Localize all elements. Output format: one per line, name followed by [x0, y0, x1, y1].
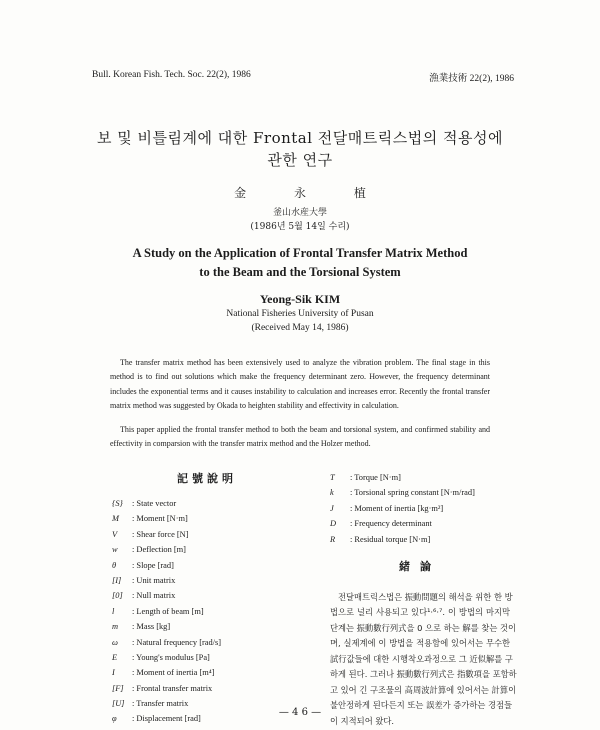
english-affiliation: National Fisheries University of Pusan — [226, 309, 374, 319]
nomenclature-description: : Young's modulus [Pa] — [132, 652, 210, 662]
abstract-paragraph-2 — [110, 423, 490, 452]
nomenclature-description: : Displacement [rad] — [132, 714, 201, 724]
nomenclature-symbol: J — [330, 503, 334, 513]
nomenclature-symbol: [0] — [112, 591, 123, 601]
nomenclature-entry — [112, 684, 302, 699]
nomenclature-entry — [112, 530, 302, 545]
right-column — [330, 473, 517, 730]
nomenclature-entry — [112, 561, 302, 576]
nomenclature-symbol: [F] — [112, 683, 124, 693]
abstract-text: This paper applied the frontal transfer method to both the beam and torsional system, and confirmed stability and effectivity in comparsion with the transfer matrix method and the Holzer method. — [110, 425, 490, 449]
nomenclature-entry — [330, 519, 510, 534]
nomenclature-symbol: E — [112, 652, 118, 662]
introduction-line: 전달매트릭스법은 振動問題의 해석을 위한 한 방 — [338, 591, 513, 602]
nomenclature-entry — [112, 622, 302, 637]
nomenclature-description: : Frontal transfer matrix — [132, 683, 213, 693]
nomenclature-description: : Moment [N·m] — [132, 514, 188, 524]
nomenclature-entry — [112, 607, 302, 622]
english-author: Yeong-Sik KIM — [259, 292, 341, 306]
nomenclature-description: : State vector — [132, 499, 177, 508]
nomenclature-description: : Torsional spring constant [N·m/rad] — [350, 488, 475, 498]
journal-citation-left: Bull. Korean Fish. Tech. Soc. 22(2), 1986 — [92, 70, 251, 80]
introduction-line: 試行값들에 대한 시행착오과정으로 그 近似解를 구 — [330, 653, 513, 664]
korean-title-line2: 관한 연구 — [267, 151, 333, 169]
nomenclature-entry — [330, 535, 510, 550]
nomenclature-symbol: R — [330, 534, 336, 544]
author-char: 植 — [353, 186, 366, 200]
nomenclature-symbol: T — [330, 473, 335, 482]
nomenclature-list — [112, 499, 302, 730]
abstract-text: The transfer matrix method has been extensively used to analyze the vibration problem. The final stage in this method is to find out solutions which make the frequency determinant zero. However, the frequency determinant includes the exponential terms and it causes instability to calculation and increases error. Recently the frontal transfer matrix method was suggested by Okada to heighten stability and effectivity in calculation. — [110, 358, 490, 410]
nomenclature-symbol: [I] — [112, 575, 122, 585]
nomenclature-list-continued — [330, 473, 510, 550]
nomenclature-entry — [330, 488, 510, 503]
nomenclature-heading: 記號說明 — [177, 472, 237, 485]
journal-citation-right: 漁業技術 22(2), 1986 — [429, 74, 514, 84]
nomenclature-description: : Natural frequency [rad/s] — [132, 637, 222, 647]
nomenclature-symbol: V — [112, 529, 118, 539]
nomenclature-symbol: [U] — [112, 699, 125, 709]
nomenclature-description: : Transfer matrix — [132, 699, 189, 709]
nomenclature-symbol: ω — [112, 637, 118, 647]
korean-title-line1: 보 및 비틀림계에 대한 Frontal 전달매트릭스법의 적용성에 — [97, 129, 503, 147]
nomenclature-description: : Shear force [N] — [132, 529, 189, 539]
introduction-line: 단계는 振動數行列式을 0 으로 하는 解를 찾는 것이 — [330, 622, 517, 633]
nomenclature-symbol: I — [112, 668, 115, 678]
page-number: — 4 6 — — [278, 707, 322, 718]
nomenclature-entry — [112, 591, 302, 606]
nomenclature-description: : Null matrix — [132, 591, 176, 601]
nomenclature-symbol: D — [330, 519, 337, 529]
introduction-line: 하게 된다. 그러나 振動數行列式은 指數項을 포함하 — [330, 669, 517, 680]
nomenclature-symbol: φ — [112, 714, 117, 724]
nomenclature-description: : Moment of inertia [kg·m²] — [350, 503, 444, 513]
nomenclature-entry — [112, 638, 302, 653]
korean-received-date: (1986년 5월 14일 수리) — [250, 222, 350, 232]
nomenclature-entry — [330, 504, 510, 519]
introduction-line: 며, 실제계에 이 방법을 적용함에 있어서는 무수한 — [330, 638, 510, 649]
nomenclature-symbol: l — [112, 606, 115, 616]
nomenclature-symbol: w — [112, 545, 118, 555]
nomenclature-entry — [112, 499, 302, 514]
nomenclature-column — [112, 470, 302, 730]
nomenclature-symbol: M — [112, 514, 119, 524]
introduction-line: 이 지적되어 왔다. — [330, 715, 395, 726]
introduction-line: 불안정하게 된다든지 또는 誤差가 증가하는 경점들 — [330, 700, 513, 711]
nomenclature-symbol: m — [112, 622, 119, 632]
nomenclature-description: : Torque [N·m] — [350, 473, 401, 482]
korean-author — [0, 184, 600, 201]
korean-affiliation: 釜山水産大學 — [272, 208, 327, 218]
english-title-line2: to the Beam and the Torsional System — [199, 265, 401, 279]
nomenclature-entry — [112, 545, 302, 560]
nomenclature-entry — [112, 668, 302, 683]
nomenclature-entry — [112, 653, 302, 668]
abstract-paragraph-1 — [110, 356, 490, 413]
nomenclature-description: : Moment of inertia [m⁴] — [132, 668, 215, 678]
introduction-heading: 緒論 — [399, 559, 441, 573]
nomenclature-description: : Length of beam [m] — [132, 606, 204, 616]
nomenclature-description: : Residual torque [N·m] — [350, 534, 431, 544]
introduction-line: 법으로 널리 사용되고 있다¹·⁶·⁷. 이 방법의 마지막 — [330, 607, 510, 618]
nomenclature-description: : Slope [rad] — [132, 560, 174, 570]
nomenclature-description: : Frequency determinant — [350, 519, 432, 529]
nomenclature-symbol: {S} — [112, 499, 123, 508]
nomenclature-symbol: k — [330, 488, 334, 498]
nomenclature-description: : Deflection [m] — [132, 545, 186, 555]
introduction-line: 고 있어 긴 구조물의 高周波計算에 있어서는 計算이 — [330, 684, 517, 695]
english-received-date: (Received May 14, 1986) — [251, 323, 349, 333]
nomenclature-entry — [112, 514, 302, 529]
nomenclature-description: : Mass [kg] — [132, 622, 171, 632]
nomenclature-entry — [330, 473, 510, 488]
author-char: 永 — [293, 186, 306, 200]
author-char: 金 — [234, 186, 247, 200]
nomenclature-entry — [112, 576, 302, 591]
english-title-line1: A Study on the Application of Frontal Transfer Matrix Method — [132, 246, 468, 260]
nomenclature-description: : Unit matrix — [132, 575, 176, 585]
nomenclature-symbol: θ — [112, 560, 117, 570]
